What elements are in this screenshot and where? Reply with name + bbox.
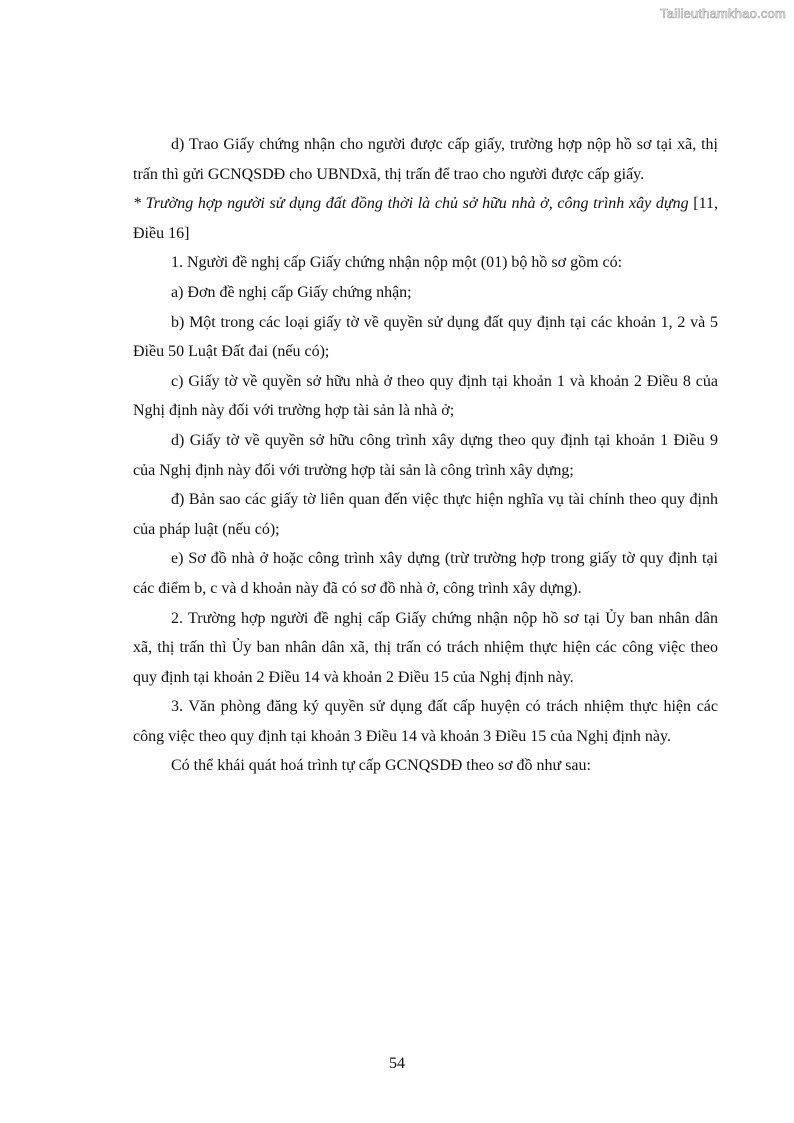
paragraph-1: 1. Người đề nghị cấp Giấy chứng nhận nộp một (01) bộ hồ sơ gồm có: — [171, 254, 623, 272]
paragraph-1e: e) Sơ đồ nhà ở hoặc công trình xây dựng (trừ trường hợp trong giấy tờ quy định tại các điểm b, c và d khoản này đã có sơ đồ nhà ở, công trình xây dựng). — [133, 550, 718, 597]
paragraph-1d: d) Giấy tờ về quyền sở hữu công trình xây dựng theo quy định tại khoản 1 Điều 9 của Nghị định này đối với trường hợp tài sản là công trình xây dựng; — [133, 431, 718, 479]
section-heading-italic: * Trường hợp người sử dụng đất đồng thời là chủ sở hữu nhà ở, công trình xây dựng — [133, 195, 689, 213]
page-number: 54 — [389, 1055, 405, 1072]
section-heading-citation: [11, Điều 16] — [133, 195, 719, 242]
document-body — [133, 130, 718, 781]
paragraph-summary: Có thể khái quát hoá trình tự cấp GCNQSDĐ theo sơ đồ như sau: — [171, 757, 591, 775]
watermark: Tailieuthamkhao.com — [660, 6, 786, 21]
paragraph-1c: c) Giấy tờ về quyền sở hữu nhà ở theo quy định tại khoản 1 và khoản 2 Điều 8 của Nghị định này đối với trường hợp tài sản là nhà ở; — [133, 372, 718, 420]
paragraph-d-trao-giay: d) Trao Giấy chứng nhận cho người được cấp giấy, trường hợp nộp hồ sơ tại xã, thị trấn thì gửi GCNQSDĐ cho UBNDxã, thị trấn để trao cho người được cấp giấy. — [133, 136, 718, 183]
paragraph-1dd: đ) Bản sao các giấy tờ liên quan đến việc thực hiện nghĩa vụ tài chính theo quy định của pháp luật (nếu có); — [133, 491, 718, 538]
paragraph-2: 2. Trường hợp người đề nghị cấp Giấy chứng nhận nộp hồ sơ tại Ủy ban nhân dân xã, thị trấn thì Ủy ban nhân dân xã, thị trấn có trách nhiệm thực hiện các công việc theo quy định tại khoản 2 Điều 14 và khoản 2 Điều 15 của Nghị định này. — [133, 609, 718, 686]
paragraph-1a: a) Đơn đề nghị cấp Giấy chứng nhận; — [171, 283, 412, 301]
paragraph-3: 3. Văn phòng đăng ký quyền sử dụng đất cấp huyện có trách nhiệm thực hiện các công việc theo quy định tại khoản 3 Điều 14 và khoản 3 Điều 15 của Nghị định này. — [133, 698, 718, 745]
section-heading — [133, 189, 718, 248]
paragraph-1b: b) Một trong các loại giấy tờ về quyền sử dụng đất quy định tại các khoản 1, 2 và 5 Điều 50 Luật Đất đai (nếu có); — [133, 313, 718, 361]
